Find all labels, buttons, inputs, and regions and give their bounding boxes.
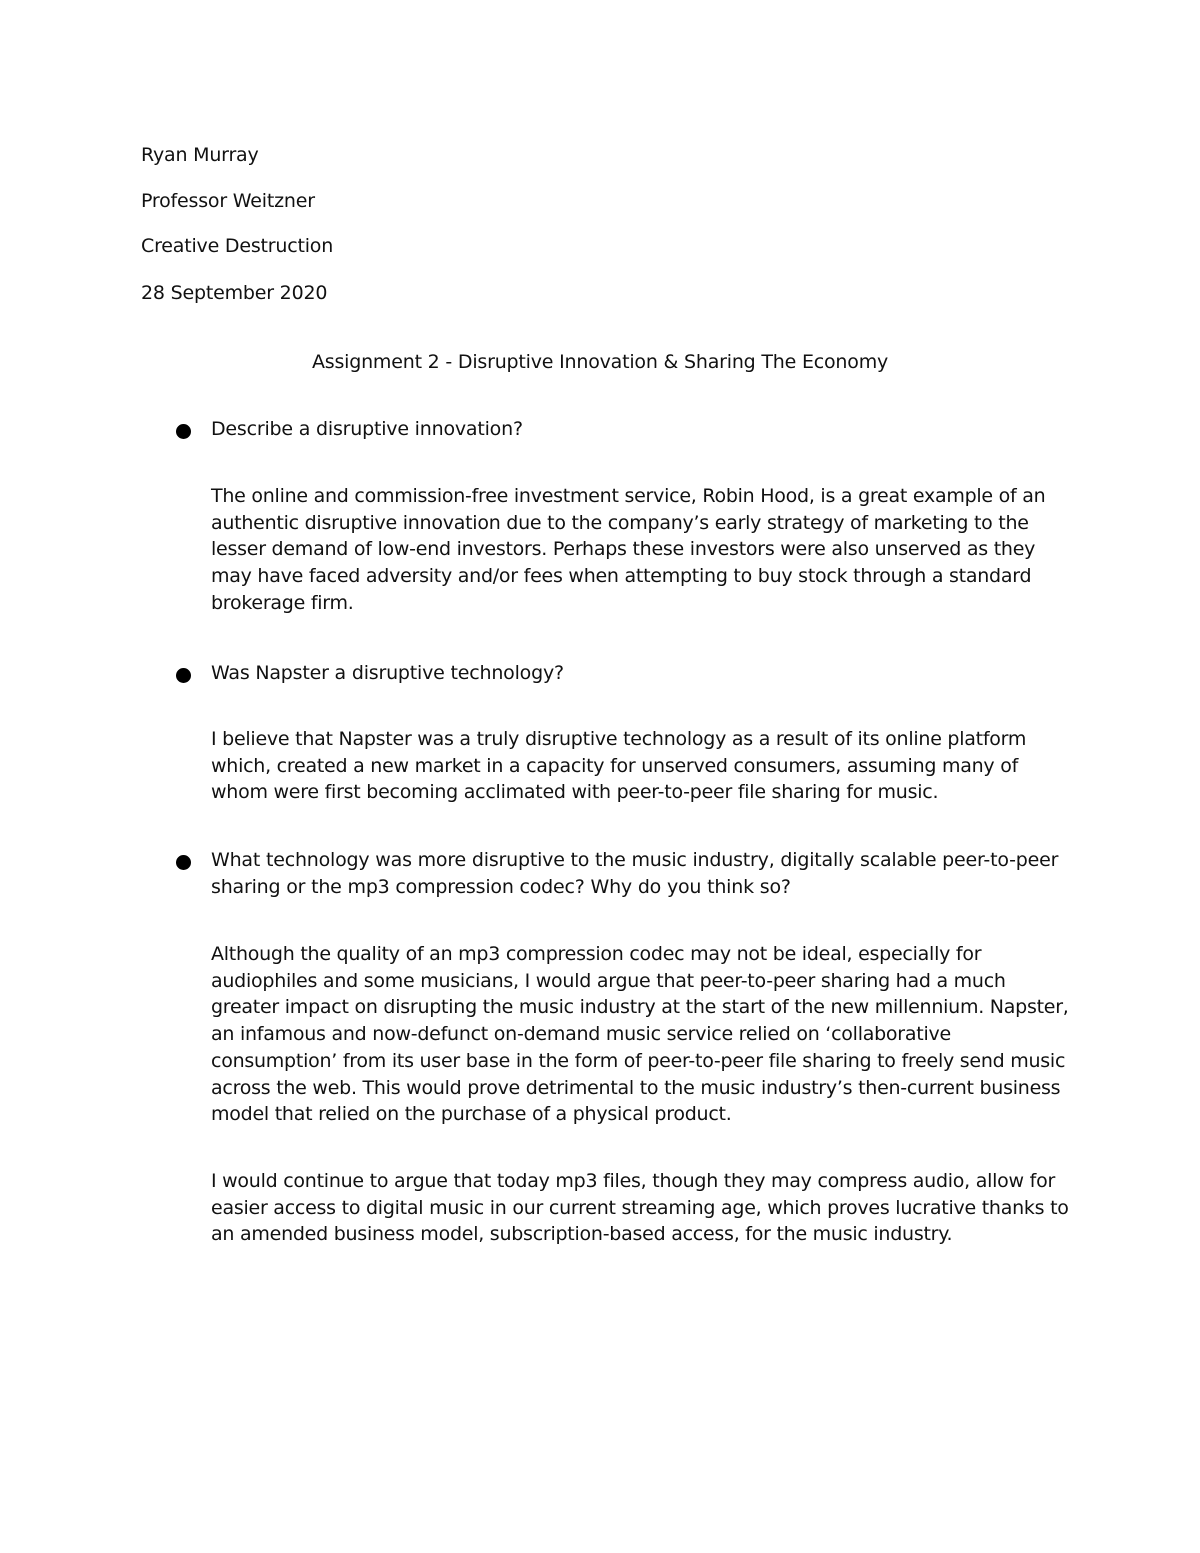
question-3: What technology was more disruptive to the music industry, digitally scalable peer-to-peer sharing or the mp3 compression codec? Why do you think so?	[211, 849, 1059, 898]
question-1: Describe a disruptive innovation?	[211, 418, 523, 440]
answer-3-paragraph-2: I would continue to argue that today mp3 files, though they may compress audio, allow for easier access to digital music in our current streaming age, which proves lucrative thanks to an amended business model, subscription-based access, for the music industry.	[211, 1170, 1069, 1246]
professor-name: Professor Weitzner	[141, 190, 315, 212]
answer-3-paragraph-1: Although the quality of an mp3 compression codec may not be ideal, especially for audiophiles and some musicians, I would argue that peer-to-peer sharing had a much greater impact on disrupting the music industry at the start of the new millennium. Napster, an infamous and now-defunct on-demand music service relied on ‘collaborative consumption’ from its user base in the form of peer-to-peer file sharing to freely send music across the web. This would prove detrimental to the music industry’s then-current business model that relied on the purchase of a physical product.	[211, 943, 1069, 1126]
bullet-icon	[176, 855, 191, 870]
course-name: Creative Destruction	[141, 235, 334, 257]
answer-2-paragraph: I believe that Napster was a truly disruptive technology as a result of its online platform which, created a new market in a capacity for unserved consumers, assuming many of whom were first becoming acclimated with peer-to-peer file sharing for music.	[211, 728, 1027, 804]
document-title: Assignment 2 - Disruptive Innovation & Sharing The Economy	[311, 351, 889, 373]
bullet-icon	[176, 424, 191, 439]
answer-1-paragraph: The online and commission-free investment service, Robin Hood, is a great example of an authentic disruptive innovation due to the company’s early strategy of marketing to the lesser demand of low-end investors. Perhaps these investors were also unserved as they may have faced adversity and/or fees when attempting to buy stock through a standard brokerage firm.	[211, 485, 1046, 614]
document-date: 28 September 2020	[141, 282, 328, 304]
bullet-icon	[176, 668, 191, 683]
question-2: Was Napster a disruptive technology?	[211, 662, 564, 684]
author-name: Ryan Murray	[141, 144, 259, 166]
